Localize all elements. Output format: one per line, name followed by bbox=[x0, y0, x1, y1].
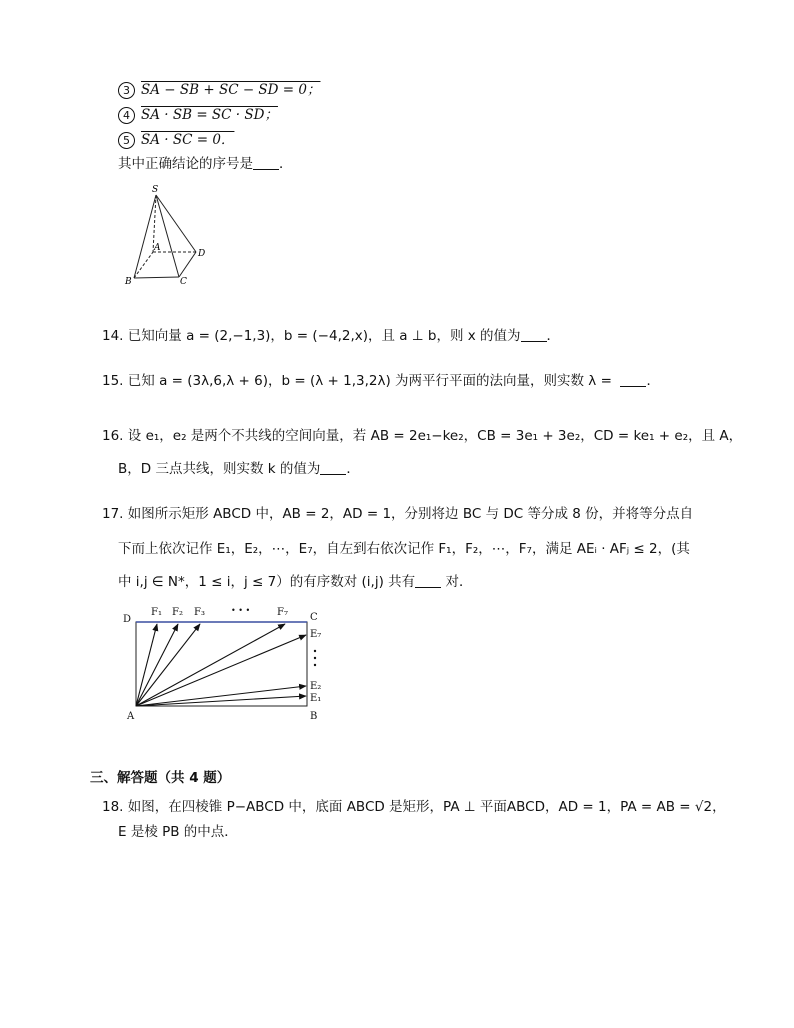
pyramid-figure bbox=[120, 182, 220, 288]
rect-abcd bbox=[136, 622, 307, 706]
q17-blank bbox=[415, 575, 441, 588]
q16-blank bbox=[320, 462, 346, 475]
q15-number: 15. bbox=[102, 373, 124, 389]
edge-ab-hidden bbox=[134, 252, 153, 278]
question-18-line1 bbox=[102, 795, 726, 815]
q17-line3: 中 i,j ∈ N*，1 ≤ i，j ≤ 7）的有序数对 (i,j) 共有 bbox=[118, 574, 416, 590]
item-3-number: 3 bbox=[118, 82, 135, 99]
item-3-expression: SA − SB + SC − SD = 0； bbox=[141, 82, 321, 98]
label-e1: E₁ bbox=[310, 693, 322, 704]
question-17-line2 bbox=[118, 537, 690, 557]
item-3 bbox=[118, 78, 320, 99]
edge-bc bbox=[134, 277, 179, 278]
q17-line1: 如图所示矩形 ABCD 中，AB = 2，AD = 1，分别将边 BC 与 DC 等分成 8 份，并将等分点自 bbox=[127, 506, 694, 522]
label-b: B bbox=[125, 277, 132, 287]
edge-sc bbox=[156, 195, 179, 277]
dot-3 bbox=[314, 664, 316, 666]
q14-blank bbox=[521, 329, 547, 342]
question-14 bbox=[102, 324, 560, 344]
q15-blank bbox=[620, 374, 646, 387]
q15-end: ． bbox=[646, 373, 660, 389]
q14-number: 14. bbox=[102, 328, 124, 344]
label-a: A bbox=[127, 711, 135, 722]
q16-line2: B，D 三点共线，则实数 k 的值为 bbox=[118, 461, 321, 477]
arrow-af2 bbox=[136, 624, 178, 706]
label-f7: F₇ bbox=[277, 607, 288, 618]
q16-end: ． bbox=[346, 461, 360, 477]
q14-end: ． bbox=[546, 328, 561, 344]
question-17-line3 bbox=[118, 570, 472, 590]
question-16-line2 bbox=[118, 457, 360, 477]
edge-cd bbox=[179, 252, 196, 277]
label-c: C bbox=[310, 612, 318, 623]
question-15 bbox=[102, 369, 660, 389]
q17-number: 17. bbox=[102, 506, 124, 522]
edge-sb bbox=[134, 195, 156, 278]
label-dots: • • • bbox=[231, 606, 251, 615]
label-e7: E₇ bbox=[310, 629, 322, 640]
dot-1 bbox=[314, 650, 316, 652]
q18-line2: E 是棱 PB 的中点． bbox=[118, 824, 238, 840]
arrow-ae2 bbox=[136, 686, 306, 706]
label-e2: E₂ bbox=[310, 681, 322, 692]
item-4 bbox=[118, 103, 278, 124]
label-f1: F₁ bbox=[151, 607, 162, 618]
arrow-ae1 bbox=[136, 696, 306, 706]
answer-blank bbox=[253, 157, 279, 170]
q18-number: 18. bbox=[102, 799, 124, 815]
arrow-ae7 bbox=[136, 635, 306, 706]
item-5-number: 5 bbox=[118, 132, 135, 149]
arrow-af1 bbox=[136, 624, 157, 706]
conclusion-line bbox=[118, 152, 293, 172]
item-5 bbox=[118, 128, 234, 149]
arrow-af3 bbox=[136, 624, 200, 706]
rectangle-figure bbox=[118, 598, 338, 724]
item-5-expression: SA · SC = 0． bbox=[141, 132, 235, 148]
label-f3: F₃ bbox=[194, 607, 205, 618]
label-d: D bbox=[123, 614, 132, 625]
label-d: D bbox=[198, 249, 206, 259]
q14-text: 已知向量 a = (2,−1,3)，b = (−4,2,x)，且 a ⊥ b，则 x 的值为 bbox=[127, 328, 521, 344]
q16-line1: 设 e₁，e₂ 是两个不共线的空间向量，若 AB = 2e₁−ke₂，CB = 3e₁ + 3e₂，CD = ke₁ + e₂，且 A， bbox=[127, 428, 743, 444]
edge-sd bbox=[156, 195, 196, 252]
q17-line2: 下而上依次记作 E₁，E₂，⋯，E₇，自左到右依次记作 F₁，F₂，⋯，F₇，满足 AEᵢ · AFⱼ ≤ 2，(其 bbox=[118, 541, 690, 557]
dot-2 bbox=[314, 657, 316, 659]
section-3-heading: 三、解答题（共 4 题） bbox=[90, 770, 231, 786]
item-4-number: 4 bbox=[118, 107, 135, 124]
label-s: S bbox=[152, 185, 159, 195]
q15-text: 已知 a = (3λ,6,λ + 6)，b = (λ + 1,3,2λ) 为两平行平面的法向量，则实数 λ = bbox=[127, 373, 612, 389]
label-c: C bbox=[180, 277, 187, 287]
question-17-line1 bbox=[102, 502, 693, 522]
arrow-af7 bbox=[136, 624, 285, 706]
q16-number: 16. bbox=[102, 428, 124, 444]
question-18-line2 bbox=[118, 820, 238, 840]
q18-line1: 如图，在四棱锥 P−ABCD 中，底面 ABCD 是矩形，PA ⊥ 平面ABCD，AD = 1，PA = AB = √2， bbox=[127, 799, 726, 815]
label-f2: F₂ bbox=[172, 607, 183, 618]
question-16-line1 bbox=[102, 424, 742, 444]
conclusion-end: ． bbox=[279, 156, 293, 172]
conclusion-text: 其中正确结论的序号是 bbox=[118, 156, 253, 172]
q17-end: 对． bbox=[445, 574, 473, 590]
item-4-expression: SA · SB = SC · SD； bbox=[141, 107, 278, 123]
label-b: B bbox=[310, 711, 318, 722]
label-a: A bbox=[154, 243, 161, 253]
